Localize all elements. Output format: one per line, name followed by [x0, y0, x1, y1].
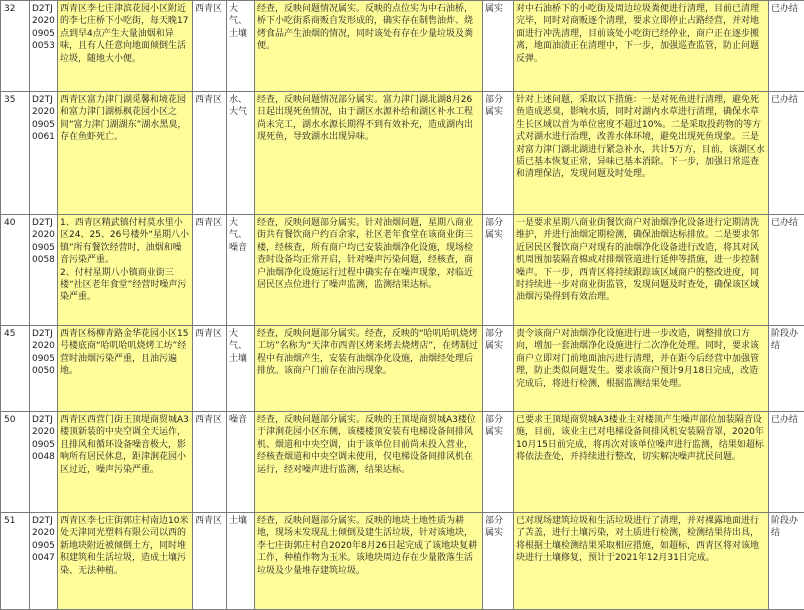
verdict: 属实	[483, 1, 514, 92]
pollution-type: 水、大气	[227, 92, 255, 215]
case-code: D2TJ202009050058	[30, 215, 58, 326]
investigation-finding: 经查，反映问题部分属实。针对油烟问题，星期八商业街共有餐饮商户约百余家，社区老年食堂在该商业街三楼，经核查，所有商户均已安装油烟净化设施，现场检查时设备均正常开启，针对噪声污染问题，经核查，商户油烟净化设施运行过程中确实存在噪声现象，对临近居民区点位进行了噪声监测，监测结果达标。	[255, 215, 483, 326]
district: 西青区	[193, 326, 227, 412]
complaint-location: 西青区西营门街王顶堤商贸城A3楼顶新装的中央空调全天运作，且排风和循环设备噪音极大，影响所有居民休息，距津涧花园小区过近，噪声污染严重。	[58, 412, 193, 513]
rectification-measures: 针对上述问题，采取以下措施：一是对死鱼进行清理，避免死鱼造成恶臭，影响水质，同时对湖内水草进行清理，确保水草生长区域以首为单位密度不超过10%。二是采取投药物的等方式对湖水进行治理，改善水体环境，避免出现死鱼现象。三是对富力津门湖北湖进行紧急补水，共计5万方，目前，该湖区水质已基本恢复正常，异味已基本消除。下一步，加强日常巡查和清理保洁，发现问题及时处理。	[514, 92, 769, 215]
rectification-measures: 已对现场建筑垃圾和生活垃圾进行了清理，并对裸露地面进行了苫盖，进行土壤污染，对土质进行检测，检测结果待出具，将根据土壤检测结果采取相应措施，如超标，西青区将对该地块进行土壤修复，预计于2021年12月31日完成。	[514, 513, 769, 610]
row-number: 35	[1, 92, 30, 215]
complaint-location: 西青区杨柳青路金华花园小区15号楼底商“哈叽哈叽烧烤工坊”经营时油烟污染严重，且油污遍地。	[58, 326, 193, 412]
pollution-type: 噪音	[227, 412, 255, 513]
complaint-location: 1、西青区精武镇付村莫水里小区24、25、26号楼外“星期八小镇”所有餐饮经营时，油烟和噪音污染严重。 2、付村星期八小镇商业街三楼“社区老年食堂”经营时噪声污染严重。	[58, 215, 193, 326]
complaint-location: 西青区富力津门湖觅馨和境花园和富力津门湖栎枫花园小区之间“富力津门湖湖东”湖水黑臭，存在鱼虾死亡。	[58, 92, 193, 215]
handling-status: 已办结	[769, 92, 804, 215]
case-code: D2TJ202009050050	[30, 326, 58, 412]
verdict: 部分属实	[483, 412, 514, 513]
handling-status: 阶段办结	[769, 326, 804, 412]
pollution-type: 土壤	[227, 513, 255, 610]
table-row	[1, 412, 804, 513]
investigation-finding: 经查，反映问题部分属实。反映的地块土地性质为耕地，现场未发现乱土倾倒及建生活垃圾，针对该地块，李七庄街郭庄村自2020年8月26日起完成了该地块复耕工作，种植作物为玉米。该地块周边存在少量散落生活垃圾及少量堆存建筑垃圾。	[255, 513, 483, 610]
investigation-finding: 经查，反映问题部分属实。反映的王顶堤商贸城A3楼位于津涧花园小区东侧，该楼楼顶安装有电梯设备间排风机、烟道和中央空调，由于该单位目前尚未投入营业，经核查烟道和中央空调未使用，仅电梯设备间排风机在运行，经对噪声进行监测，结果达标。	[255, 412, 483, 513]
pollution-type: 大气、噪音	[227, 215, 255, 326]
case-code: D2TJ202009050053	[30, 1, 58, 92]
table-row	[1, 92, 804, 215]
table-row	[1, 513, 804, 610]
rectification-measures: 对中石油桥下的小吃街及周边垃圾粪便进行清理，目前已清理完毕，同时对商贩逐个清理，要求立即停止占路经营，并对地面进行冲洗清理，目前该处小吃街已经停业，商户正在逐步搬离，地面油渍正在清理中，下一步，加强巡查监管，防止问题反弹。	[514, 1, 769, 92]
district: 西青区	[193, 412, 227, 513]
complaint-location: 西青区李七庄街郭庄村南边10米处天津同光塑料有限公司以西的新地块附近被倾倒土方，同时堆积建筑和生活垃圾，造成土壤污染、无法种植。	[58, 513, 193, 610]
verdict: 部分属实	[483, 326, 514, 412]
investigation-finding: 经查，反映问题部分属实。经查，反映的“哈叽哈叽烧烤工坊”名称为“天津市西青区烤来烤去烧烤店”，在烤制过程中有油烟产生，安装有油烟净化设施，油烟经处理后排放。该商户门前存在油污现象。	[255, 326, 483, 412]
case-code: D2TJ202009050047	[30, 513, 58, 610]
verdict: 部分属实	[483, 215, 514, 326]
row-number: 40	[1, 215, 30, 326]
table-row	[1, 1, 804, 92]
row-number: 51	[1, 513, 30, 610]
verdict: 部分属实	[483, 92, 514, 215]
row-number: 45	[1, 326, 30, 412]
investigation-finding: 经查，反映问题情况属实。反映的点位实为中石油桥，桥下小吃街系商贩自发形成的，确实存在制售油炸、烧烤食品产生油烟的情况，同时该处有存在少量垃圾及粪便。	[255, 1, 483, 92]
rectification-measures: 责令该商户对油烟净化设施进行进一步改造，调整排放口方向，增加一套油烟净化设施进行二次净化处理。同时，要求该商户立即对门前地面油污进行清理，并在距今后经营中加强管理，防止类似问题发生。要求该商户预计9月18日完成，改造完成后，将进行检测，根据监测结果处理。	[514, 326, 769, 412]
rectification-measures: 一是要求星期八商业街餐饮商户对油烟净化设备进行定期清洗维护，并进行油烟定期检测，确保油烟达标排放。二是要求邻近居民区餐饮商户对现有的油烟净化设备进行改造，将其对风机周围加装隔音棉或对排烟管道进行延伸等措施，进一步控制噪声。下一步，西青区将持续跟踪该区域商户的整改进度，同时持续进一步对商业街监管，发现问题及时查处，确保该区域油烟污染得到有效治理。	[514, 215, 769, 326]
handling-status: 已办结	[769, 215, 804, 326]
row-number: 50	[1, 412, 30, 513]
district: 西青区	[193, 1, 227, 92]
row-number: 32	[1, 1, 30, 92]
pollution-type: 大气、土壤	[227, 1, 255, 92]
investigation-finding: 经查，反映问题情况部分属实。富力津门湖北湖8月26日起出现死鱼情况，由于湖区水源补给和湖区补水工程尚未完工，湖水水源长期得不到有效补充，造成湖内出现死鱼，导致湖水出现异味。	[255, 92, 483, 215]
complaint-location: 西青区李七庄津滨花园小区附近的李七庄桥下小吃街，每天晚17点到早4点产生大量油烟和异味，且有人任意向地面倾倒生活垃圾，随地大小便。	[58, 1, 193, 92]
pollution-type: 大气、土壤	[227, 326, 255, 412]
district: 西青区	[193, 215, 227, 326]
verdict: 部分属实	[483, 513, 514, 610]
handling-status: 阶段办结	[769, 513, 804, 610]
handling-status: 已办结	[769, 412, 804, 513]
table-row	[1, 215, 804, 326]
district: 西青区	[193, 513, 227, 610]
case-code: D2TJ202009050048	[30, 412, 58, 513]
handling-status: 已办结	[769, 1, 804, 92]
table-row	[1, 326, 804, 412]
rectification-measures: 已要求王顶堤商贸城A3楼业主对楼顶产生噪声部位加装隔音设施，目前，该业主已对电梯设备间排风机安装隔音罩，2020年10月15日前完成，将再次对该单位噪声进行监测，结果如超标将依法查处，并持续进行整改，切实解决噪声扰民问题。	[514, 412, 769, 513]
district: 西青区	[193, 92, 227, 215]
case-code: D2TJ202009050061	[30, 92, 58, 215]
